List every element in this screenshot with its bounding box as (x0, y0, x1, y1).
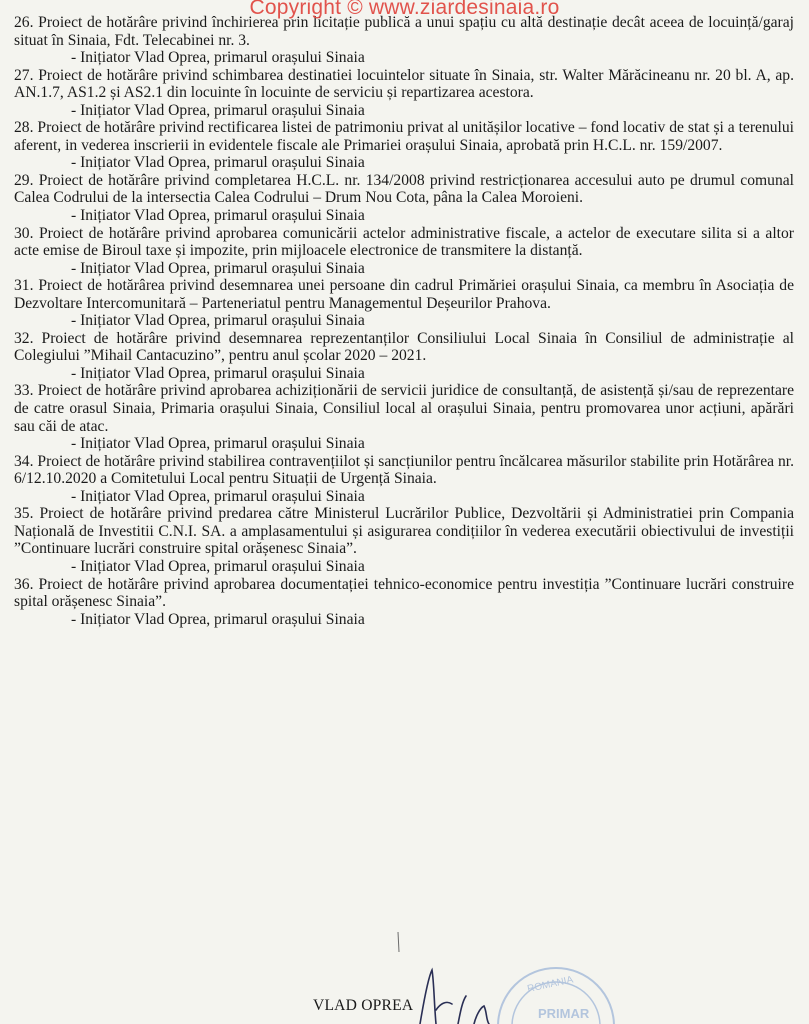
agenda-item (14, 119, 794, 172)
agenda-item-text: 32. Proiect de hotărâre privind desemnarea reprezentanților Consiliului Local Sinaia în Consiliul de administrație al Colegiului ”Mihail Cantacuzino”, pentru anul școlar 2020 – 2021. (14, 329, 794, 365)
agenda-item-text: 29. Proiect de hotărâre privind completarea H.C.L. nr. 134/2008 privind restricționarea accesului auto pe drumul comunal Calea Codrului de la intersectia Calea Codrului – Drum Nou Cota, pâna la Calea Moroieni. (14, 171, 794, 207)
agenda-item-initiator: - Inițiator Vlad Oprea, primarul orașului Sinaia (71, 364, 365, 382)
agenda-item (14, 277, 794, 330)
agenda-item (14, 576, 794, 629)
agenda-item-initiator: - Inițiator Vlad Oprea, primarul orașului Sinaia (71, 610, 365, 628)
agenda-item (14, 14, 794, 67)
agenda-item-initiator: - Inițiator Vlad Oprea, primarul orașului Sinaia (71, 207, 365, 225)
agenda-item-initiator: - Inițiator Vlad Oprea, primarul orașului Sinaia (71, 312, 365, 330)
agenda-item-initiator: - Inițiator Vlad Oprea, primarul orașului Sinaia (71, 101, 365, 119)
agenda-item-text: 26. Proiect de hotărâre privind închirierea prin licitație publică a unui spațiu cu altă destinație decât aceea de locuință/garaj situat în Sinaia, Fdt. Telecabinei nr. 3. (14, 14, 794, 49)
agenda-item-text: 33. Proiect de hotărâre privind aprobarea achiziționării de servicii juridice de consultanță, de asistență și/sau de reprezentare de catre orasul Sinaia, Primaria orașului Sinaia, Consiliul local al orașului Sinaia, pentru promovarea unor acțiuni, apărări sau căi de atac. (14, 382, 794, 435)
agenda-item-text: 34. Proiect de hotărâre privind stabilirea contravențiilot și sancțiunilor pentru încălcarea măsurilor stabilite prin Hotărârea nr. 6/12.10.2020 a Comitetului Local pentru Situații de Urgență Sinaia. (14, 452, 794, 488)
agenda-item-text: 28. Proiect de hotărâre privind rectificarea listei de patrimoniu privat al unitășilor locative – fond locativ de stat și a terenului aferent, in vederea inscrierii in evidentele fiscale ale Primariei orașului Sinaia, aprobată prin H.C.L. nr. 159/2007. (14, 119, 794, 154)
agenda-item-initiator: - Inițiator Vlad Oprea, primarul orașului Sinaia (71, 49, 365, 67)
agenda-item (14, 453, 794, 506)
agenda-item-text: 35. Proiect de hotărâre privind predarea către Ministerul Lucrărilor Publice, Dezvoltării și Administratiei prin Compania Națională de Investitii C.N.I. SA. a amplasamentului și asigurarea condițiilor în vederea executării obiectivului de investiții ”Continuare lucrări construire spital orășenesc Sinaia”. (14, 505, 794, 558)
handwritten-signature (420, 970, 489, 1024)
svg-text:PRIMAR: PRIMAR (538, 1006, 590, 1021)
stamp-seal (498, 968, 614, 1024)
signer-name: VLAD OPREA (313, 997, 414, 1014)
agenda-item (14, 505, 794, 575)
svg-text:ROMANIA: ROMANIA (526, 974, 575, 995)
signature-block (0, 930, 809, 1024)
agenda-list (14, 14, 794, 628)
agenda-item-initiator: - Inițiator Vlad Oprea, primarul orașului Sinaia (71, 154, 365, 172)
agenda-item-text: 30. Proiect de hotărâre privind aprobarea comunicării actelor administrative fiscale, a actelor de executare silita si a altor acte emise de Biroul taxe și impozite, prin mijloacele electronice de transmitere la distanță. (14, 224, 794, 260)
agenda-item-initiator: - Inițiator Vlad Oprea, primarul orașului Sinaia (71, 557, 365, 575)
agenda-item (14, 382, 794, 452)
agenda-item (14, 330, 794, 383)
agenda-item (14, 172, 794, 225)
agenda-item-initiator: - Inițiator Vlad Oprea, primarul orașului Sinaia (71, 435, 365, 453)
agenda-item-initiator: - Inițiator Vlad Oprea, primarul orașului Sinaia (71, 487, 365, 505)
agenda-item-text: 27. Proiect de hotărâre privind schimbarea destinatiei locuintelor situate în Sinaia, str. Walter Mărăcineanu nr. 20 bl. A, ap. AN.1.7, AS1.2 și AS2.1 din locuinte în locuinte de serviciu și repartizarea acestora. (14, 66, 794, 102)
copyright-watermark: Copyright © www.ziardesinaia.ro (249, 0, 560, 19)
agenda-item-initiator: - Inițiator Vlad Oprea, primarul orașului Sinaia (71, 259, 365, 277)
agenda-item-text: 31. Proiect de hotărârea privind desemnarea unei persoane din cadrul Primăriei orașului Sinaia, ca membru în Asociația de Dezvoltare Intercomunitară – Parteneriatul pentru Managementul Deșeurilor Prahova. (14, 277, 794, 312)
agenda-item (14, 225, 794, 278)
margin-mark (398, 932, 399, 952)
agenda-item (14, 67, 794, 120)
agenda-item-text: 36. Proiect de hotărâre privind aprobarea documentației tehnico-economice pentru investiția ”Continuare lucrări construire spital orășenesc Sinaia”. (14, 575, 794, 611)
